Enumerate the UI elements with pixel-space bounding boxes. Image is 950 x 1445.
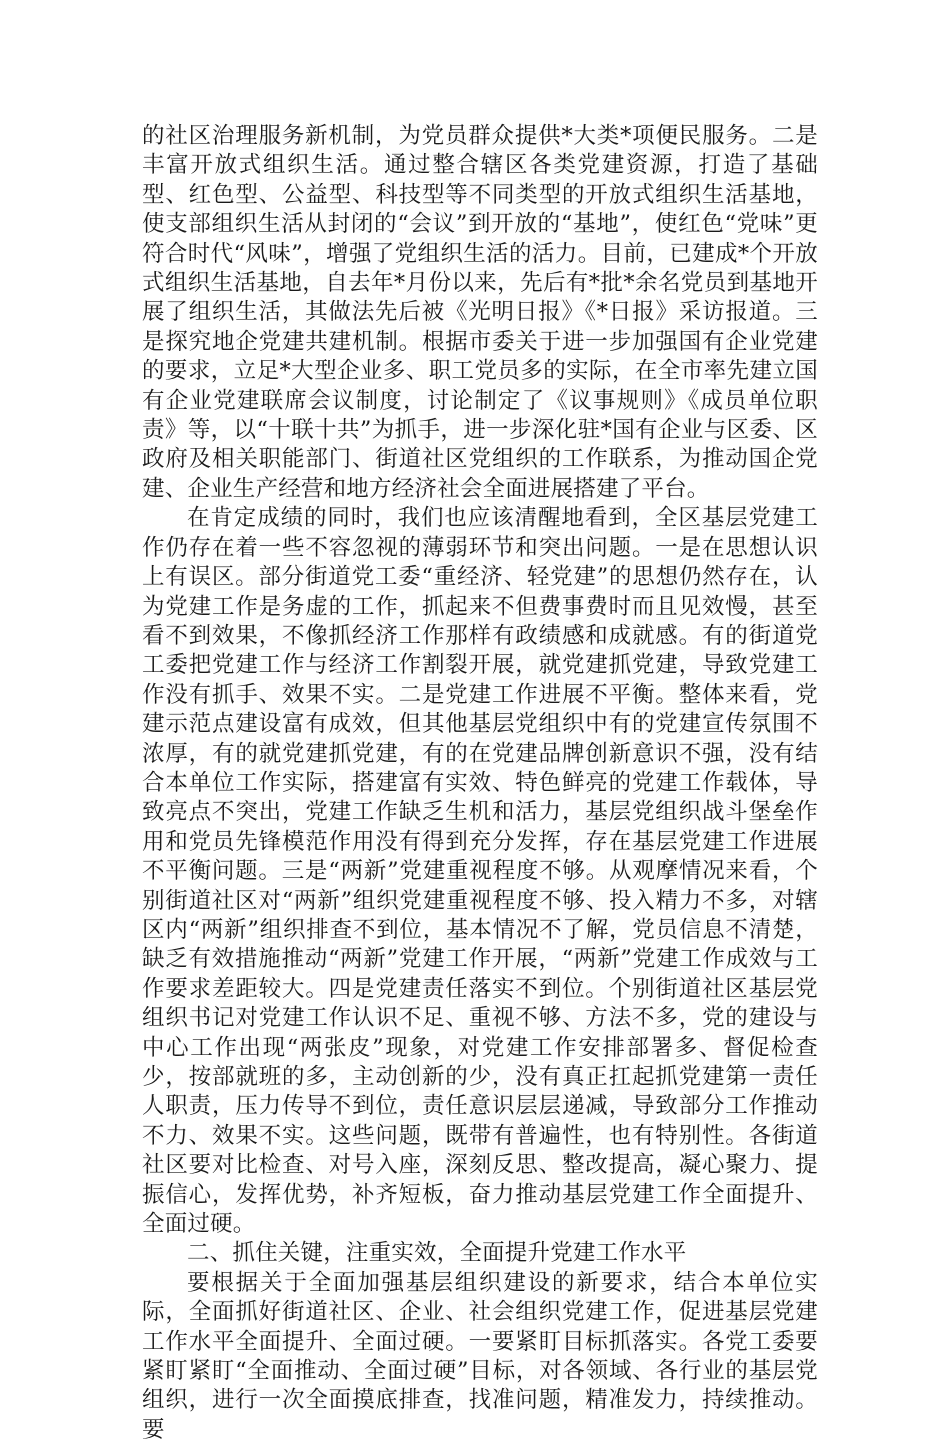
document-body bbox=[142, 122, 818, 1445]
paragraph-problems: 在肯定成绩的同时，我们也应该清醒地看到，全区基层党建工作仍存在着一些不容忽视的薄弱环节和突出问题。一是在思想认识上有误区。部分街道党工委“重经济、轻党建”的思想仍然存在，认为党建工作是务虚的工作，抓起来不但费事费时而且见效慢，甚至看不到效果，不像抓经济工作那样有政绩感和成就感。有的街道党工委把党建工作与经济工作割裂开展，就党建抓党建，导致党建工作没有抓手、效果不实。二是党建工作进展不平衡。整体来看，党建示范点建设富有成效，但其他基层党组织中有的党建宣传氛围不浓厚，有的就党建抓党建，有的在党建品牌创新意识不强，没有结合本单位工作实际，搭建富有实效、特色鲜亮的党建工作载体，导致亮点不突出，党建工作缺乏生机和活力，基层党组织战斗堡垒作用和党员先锋模范作用没有得到充分发挥，存在基层党建工作进展不平衡问题。三是“两新”党建重视程度不够。从观摩情况来看，个别街道社区对“两新”组织党建重视程度不够、投入精力不多，对辖区内“两新”组织排查不到位，基本情况不了解，党员信息不清楚，缺乏有效措施推动“两新”党建工作开展，“两新”党建工作成效与工作要求差距较大。四是党建责任落实不到位。个别街道社区基层党组织书记对党建工作认识不足、重视不够、方法不多，党的建设与中心工作出现“两张皮”现象，对党建工作安排部署多、督促检查少，按部就班的多，主动创新的少，没有真正扛起抓党建第一责任人职责，压力传导不到位，责任意识层层递减，导致部分工作推动不力、效果不实。这些问题，既带有普遍性，也有特别性。各街道社区要对比检查、对号入座，深刻反思、整改提高，凝心聚力、提振信心，发挥优势，补齐短板，奋力推动基层党建工作全面提升、全面过硬。 bbox=[142, 505, 818, 1238]
paragraph-requirements: 要根据关于全面加强基层组织建设的新要求，结合本单位实际，全面抓好街道社区、企业、社会组织党建工作，促进基层党建工作水平全面提升、全面过硬。一要紧盯目标抓落实。各党工委要紧盯紧盯“全面推动、全面过硬”目标，对各领域、各行业的基层党组织，进行一次全面摸底排查，找准问题，精准发力，持续推动。要 bbox=[142, 1269, 818, 1443]
paragraph-continuation: 的社区治理服务新机制，为党员群众提供*大类*项便民服务。二是丰富开放式组织生活。通过整合辖区各类党建资源，打造了基础型、红色型、公益型、科技型等不同类型的开放式组织生活基地，使支部组织生活从封闭的“会议”到开放的“基地”，使红色“党味”更符合时代“风味”，增强了党组织生活的活力。目前，已建成*个开放式组织生活基地，自去年*月份以来，先后有*批*余名党员到基地开展了组织生活，其做法先后被《光明日报》《*日报》采访报道。三是探究地企党建共建机制。根据市委关于进一步加强国有企业党建的要求，立足*大型企业多、职工党员多的实际，在全市率先建立国有企业党建联席会议制度，讨论制定了《议事规则》《成员单位职责》等，以“十联十共”为抓手，进一步深化驻*国有企业与区委、区政府及相关职能部门、街道社区党组织的工作联系，为推动国企党建、企业生产经营和地方经济社会全面进展搭建了平台。 bbox=[142, 123, 818, 502]
section-heading: 二、抓住关键，注重实效，全面提升党建工作水平 bbox=[187, 1240, 687, 1267]
